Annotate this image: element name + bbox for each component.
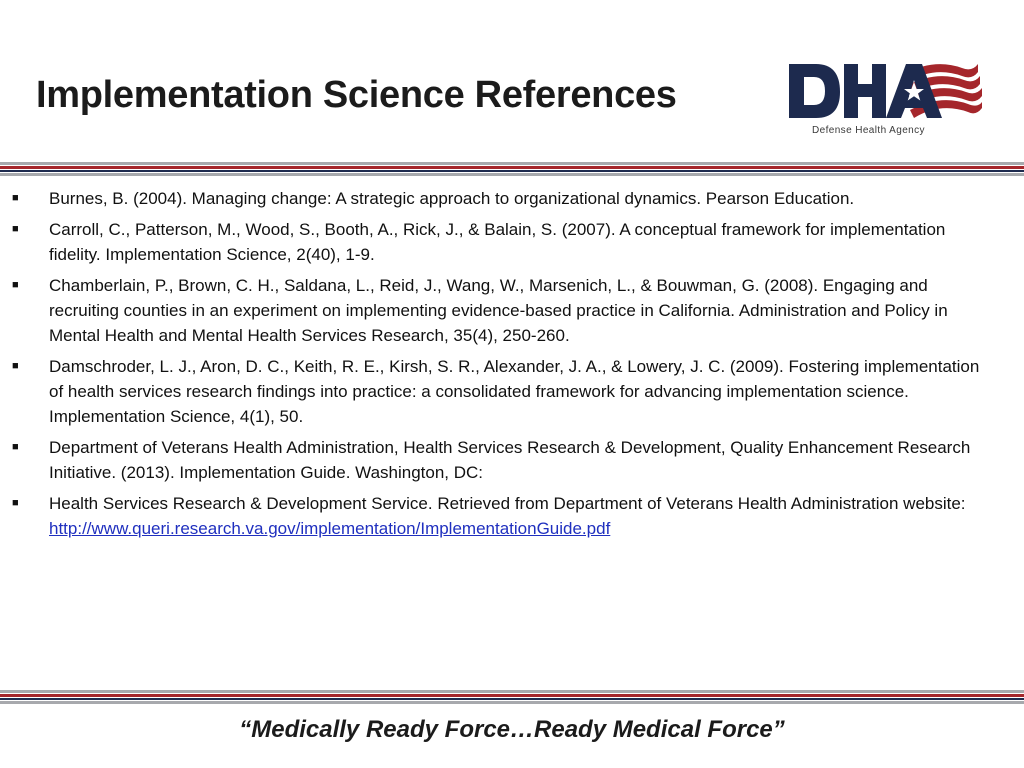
bullet-icon: ■ bbox=[12, 497, 19, 509]
reference-item bbox=[10, 217, 995, 267]
footer-divider bbox=[0, 690, 1024, 704]
slide-title: Implementation Science References bbox=[36, 74, 677, 116]
reference-text: Damschroder, L. J., Aron, D. C., Keith, R. E., Kirsh, S. R., Alexander, J. A., & Lowery, J. C. (2009). Fostering implementation of health services research findings into practice: a consolidated framework for advancing implementation science. Implementation Science, 4(1), 50. bbox=[49, 357, 980, 426]
reference-list bbox=[10, 186, 995, 547]
reference-item bbox=[10, 354, 995, 429]
bullet-icon: ■ bbox=[12, 441, 19, 453]
bullet-icon: ■ bbox=[12, 223, 19, 235]
footer-tagline: “Medically Ready Force…Ready Medical Force” bbox=[239, 716, 785, 743]
reference-text: Department of Veterans Health Administration, Health Services Research & Development, Quality Enhancement Research Initiative. (2013). Implementation Guide. Washington, DC: bbox=[49, 438, 971, 482]
bullet-icon: ■ bbox=[12, 192, 19, 204]
implementation-guide-link[interactable]: http://www.queri.research.va.gov/implementation/ImplementationGuide.pdf bbox=[49, 519, 611, 538]
reference-item bbox=[10, 491, 995, 541]
dha-logo-subtitle: Defense Health Agency bbox=[812, 125, 925, 136]
bullet-icon: ■ bbox=[12, 279, 19, 291]
reference-text: Health Services Research & Development Service. Retrieved from Department of Veterans Health Administration website: bbox=[49, 494, 966, 513]
reference-text: Chamberlain, P., Brown, C. H., Saldana, L., Reid, J., Wang, W., Marsenich, L., & Bouwman, G. (2008). Engaging and recruiting counties in an experiment on implementing evidence-based practice in California. Administration and Policy in Mental Health and Mental Health Services Research, 35(4), 250-260. bbox=[49, 276, 948, 345]
header-divider bbox=[0, 162, 1024, 176]
bullet-icon: ■ bbox=[12, 360, 19, 372]
reference-text: Carroll, C., Patterson, M., Wood, S., Booth, A., Rick, J., & Balain, S. (2007). A conceptual framework for implementation fidelity. Implementation Science, 2(40), 1-9. bbox=[49, 220, 946, 264]
dha-logo-graphic bbox=[786, 54, 982, 126]
reference-item bbox=[10, 435, 995, 485]
reference-text: Burnes, B. (2004). Managing change: A strategic approach to organizational dynamics. Pearson Education. bbox=[49, 189, 855, 208]
reference-item bbox=[10, 273, 995, 348]
dha-logo bbox=[786, 54, 982, 136]
reference-item bbox=[10, 186, 995, 211]
